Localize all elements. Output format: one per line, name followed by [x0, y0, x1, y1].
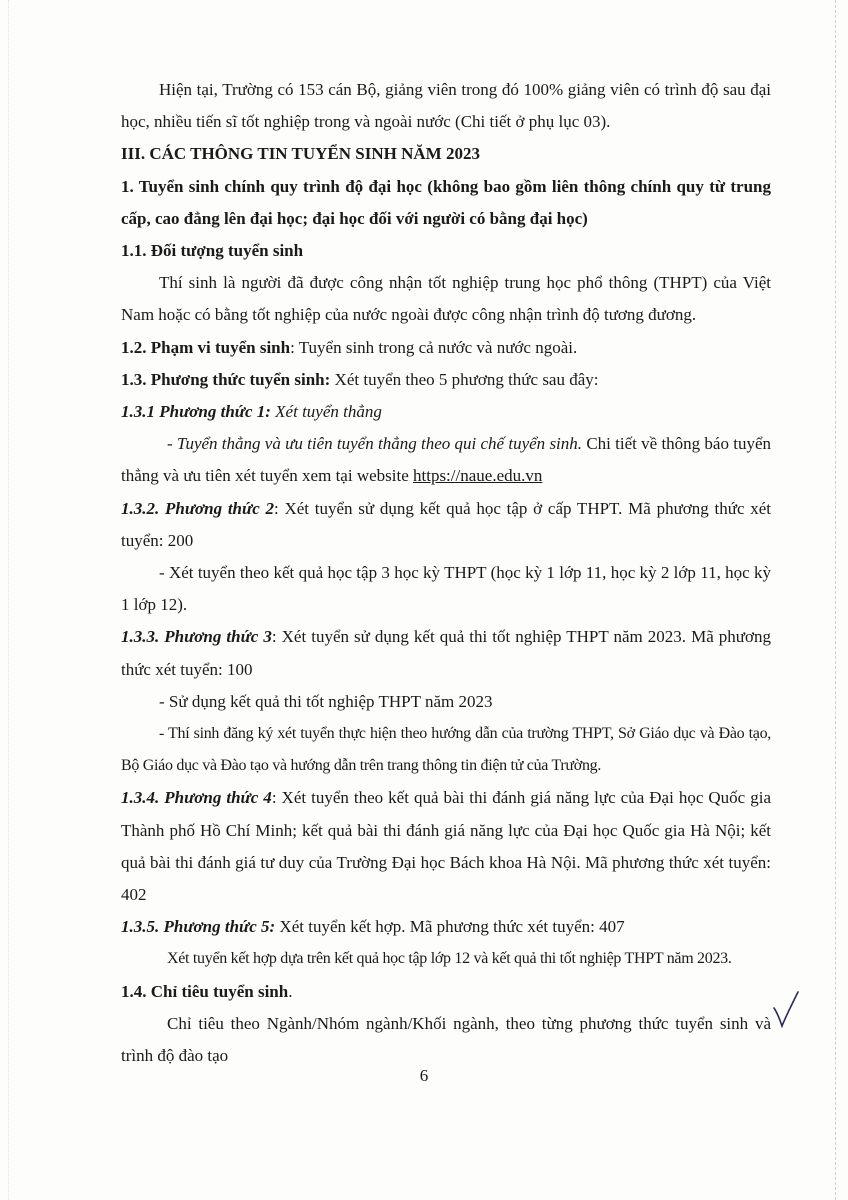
scan-edge-right	[834, 0, 836, 1200]
heading-1-3-3: 1.3.3. Phương thức 3	[121, 627, 272, 647]
paragraph-1-1: Thí sinh là người đã được công nhận tốt nghiệp trung học phổ thông (THPT) của Việt Nam hoặc có bằng tốt nghiệp của nước ngoài được công nhận trình độ tương đương.	[121, 273, 771, 325]
text-1-3-5: Xét tuyển kết hợp. Mã phương thức xét tuyển: 407	[275, 917, 625, 937]
paragraph-1-3-5-detail: Xét tuyển kết hợp dựa trên kết quả học tập lớp 12 và kết quả thi tốt nghiệp THPT năm 2023.	[167, 950, 732, 968]
website-link[interactable]: https://naue.edu.vn	[413, 466, 543, 486]
scan-edge-left	[8, 0, 10, 1200]
heading-1-1: 1.1. Đối tượng tuyển sinh	[121, 241, 304, 261]
paragraph-1-3-3-detail-a: - Sử dụng kết quả thi tốt nghiệp THPT năm 2023	[159, 691, 493, 711]
heading-1-4: 1.4. Chỉ tiêu tuyển sinh	[121, 981, 289, 1001]
text-1-3-1-italic: - Tuyển thẳng và ưu tiên tuyển thẳng theo qui chế tuyển sinh.	[167, 434, 583, 454]
paragraph-1-3-1-detail	[121, 428, 771, 492]
text-1-2: : Tuyển sinh trong cả nước và nước ngoài.	[290, 337, 578, 357]
heading-1-3-1: 1.3.1 Phương thức 1:	[121, 402, 271, 422]
paragraph-1-4	[121, 976, 771, 1008]
heading-1-3: 1.3. Phương thức tuyển sinh:	[121, 369, 331, 389]
text-1-3: Xét tuyển theo 5 phương thức sau đây:	[330, 369, 599, 389]
paragraph-1-3	[121, 364, 771, 396]
paragraph-1-2	[121, 332, 771, 364]
document-body	[121, 74, 771, 1072]
text-1-3-2: : Xét tuyển sử dụng kết quả học tập ở cấp THPT. Mã phương thức xét tuyển: 200	[121, 498, 772, 550]
paragraph-1-3-4	[121, 782, 771, 911]
text-1-3-3: : Xét tuyển sử dụng kết quả thi tốt nghiệp THPT năm 2023. Mã phương thức xét tuyển: 100	[121, 627, 771, 679]
page-number: 6	[419, 1066, 429, 1085]
paragraph-1-3-5	[121, 911, 771, 943]
paragraph-1-3-1	[121, 396, 771, 428]
paragraph-staff: Hiện tại, Trường có 153 cán Bộ, giảng viên trong đó 100% giảng viên có trình độ sau đại học, nhiều tiến sĩ tốt nghiệp trong và ngoài nước (Chi tiết ở phụ lục 03).	[121, 80, 771, 132]
text-1-3-4: : Xét tuyển theo kết quả bài thi đánh giá năng lực của Đại học Quốc gia Thành phố Hồ Chí Minh; kết quả bài thi đánh giá năng lực của Đại học Quốc gia Hà Nội; kết quả bài thi đánh giá tư duy của Trường Đại học Bách khoa Hà Nội. Mã phương thức xét tuyển: 402	[121, 788, 771, 905]
paragraph-1-4-detail: Chỉ tiêu theo Ngành/Nhóm ngành/Khối ngành, theo từng phương thức tuyển sinh và trình độ đào tạo	[121, 1013, 771, 1066]
paragraph-1-3-2-detail: - Xét tuyển theo kết quả học tập 3 học kỳ THPT (học kỳ 1 lớp 11, học kỳ 2 lớp 11, học kỳ 1 lớp 12).	[121, 563, 771, 615]
heading-1-3-2: 1.3.2. Phương thức 2	[121, 498, 274, 518]
paragraph-1-3-3-detail-b: - Thí sinh đăng ký xét tuyển thực hiện theo hướng dẫn của trường THPT, Sở Giáo dục và Đào tạo, Bộ Giáo dục và Đào tạo và hướng dẫn trên trang thông tin điện tử của Trường.	[121, 725, 771, 775]
heading-1-3-5: 1.3.5. Phương thức 5:	[121, 917, 276, 937]
text-1-3-1-detail: Chi tiết về thông báo tuyển thẳng và ưu tiên xét tuyển xem tại website	[121, 434, 772, 486]
section-heading-iii: III. CÁC THÔNG TIN TUYỂN SINH NĂM 2023	[121, 144, 480, 164]
heading-1-3-4: 1.3.4. Phương thức 4	[121, 788, 272, 808]
paragraph-1-3-3	[121, 621, 771, 685]
text-1-3-1: Xét tuyển thẳng	[270, 402, 382, 422]
paragraph-1-3-2	[121, 493, 771, 557]
handwritten-checkmark-icon	[770, 990, 800, 1030]
heading-1-4-dot: .	[288, 981, 293, 1001]
section-heading-1: 1. Tuyển sinh chính quy trình độ đại học (không bao gồm liên thông chính quy từ trung cấp, cao đẳng lên đại học; đại học đối với người có bằng đại học)	[121, 176, 771, 228]
heading-1-2: 1.2. Phạm vi tuyển sinh	[121, 337, 291, 357]
